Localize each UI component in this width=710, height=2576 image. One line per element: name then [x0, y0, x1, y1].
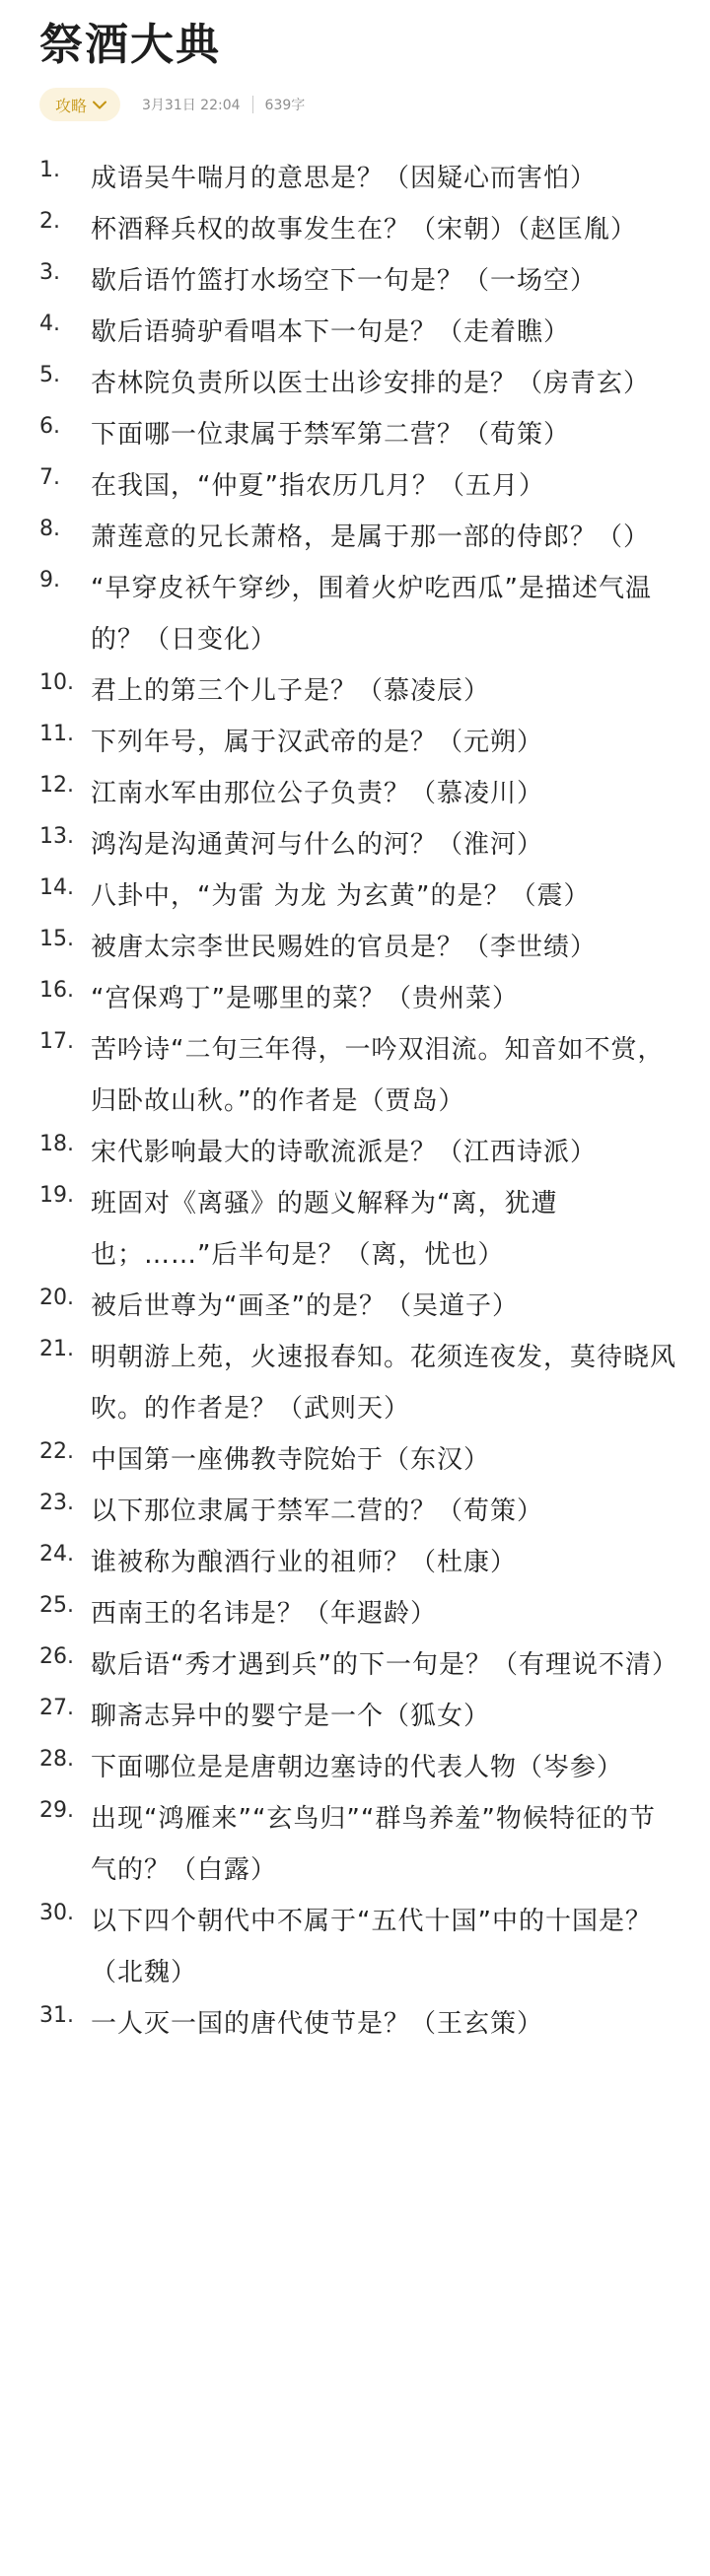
question-item [0, 1281, 710, 1332]
question-number: 24. [39, 1542, 74, 1566]
question-item [0, 819, 710, 870]
question-text: 出现“鸿雁来”“玄鸟归”“群鸟养羞”物候特征的节气的？（白露） [91, 1804, 656, 1885]
question-item [0, 1434, 710, 1486]
question-number: 28. [39, 1747, 74, 1772]
question-text: 江南水军由那位公子负责？（慕凌川） [91, 779, 544, 808]
question-item [0, 717, 710, 768]
question-number: 29. [39, 1798, 74, 1823]
question-text: 一人灭一国的唐代使节是？（王玄策） [91, 2009, 544, 2039]
question-text: 成语吴牛喘月的意思是？（因疑心而害怕） [91, 164, 598, 193]
question-item [0, 409, 710, 460]
question-item [0, 1486, 710, 1537]
question-text: 下面哪位是是唐朝边塞诗的代表人物（岑参） [91, 1753, 624, 1782]
question-item [0, 665, 710, 717]
question-number: 10. [39, 670, 74, 695]
question-item [0, 358, 710, 409]
question-item [0, 512, 710, 563]
question-number: 13. [39, 824, 74, 849]
question-text: 下列年号，属于汉武帝的是？（元朔） [91, 728, 544, 757]
question-text: “宫保鸡丁”是哪里的菜？（贵州菜） [91, 984, 519, 1013]
question-number: 8. [39, 517, 60, 541]
question-text: 苦吟诗“二句三年得，一吟双泪流。知音如不赏，归卧故山秋。”的作者是（贾岛） [91, 1035, 665, 1116]
question-number: 12. [39, 773, 74, 798]
question-text: 下面哪一位隶属于禁军第二营？（荀策） [91, 420, 571, 450]
publish-date: 3月31日 22:04 [142, 98, 241, 113]
question-number: 25. [39, 1593, 74, 1618]
question-item [0, 1127, 710, 1178]
word-count: 639字 [264, 98, 306, 113]
question-number: 23. [39, 1491, 74, 1515]
question-text: 歇后语骑驴看唱本下一句是？（走着瞧） [91, 317, 571, 347]
question-item [0, 1691, 710, 1742]
question-number: 18. [39, 1132, 74, 1156]
question-text: 八卦中，“为雷 为龙 为玄黄”的是？（震） [91, 881, 591, 911]
question-text: 明朝游上苑，火速报春知。花须连夜发，莫待晓风吹。的作者是？（武则天） [91, 1343, 677, 1424]
question-text: 歇后语竹篮打水场空下一句是？（一场空） [91, 266, 598, 296]
question-number: 21. [39, 1337, 74, 1361]
question-item [0, 1024, 710, 1127]
question-text: 歇后语“秀才遇到兵”的下一句是？（有理说不清） [91, 1650, 678, 1680]
question-number: 14. [39, 875, 74, 900]
question-item [0, 1793, 710, 1896]
question-item [0, 255, 710, 307]
question-item [0, 1639, 710, 1691]
question-number: 16. [39, 978, 74, 1003]
question-number: 11. [39, 722, 74, 746]
question-number: 31. [39, 2003, 74, 2028]
question-number: 15. [39, 927, 74, 951]
question-text: 以下四个朝代中不属于“五代十国”中的十国是？（北魏） [91, 1907, 652, 1987]
question-item [0, 922, 710, 973]
question-number: 27. [39, 1696, 74, 1720]
question-number: 26. [39, 1644, 74, 1669]
question-number: 9. [39, 568, 60, 592]
question-text: 杯酒释兵权的故事发生在？（宋朝）（赵匡胤） [91, 215, 638, 244]
question-text: “早穿皮袄午穿纱，围着火炉吃西瓜”是描述气温的？（日变化） [91, 574, 652, 655]
question-item [0, 563, 710, 665]
question-item [0, 204, 710, 255]
question-number: 1. [39, 158, 60, 182]
question-text: 君上的第三个儿子是？（慕凌辰） [91, 676, 491, 706]
question-text: 中国第一座佛教寺院始于（东汉） [91, 1445, 491, 1475]
question-text: 班固对《离骚》的题义解释为“离，犹遭也；……”后半句是？（离，忧也） [91, 1189, 558, 1270]
question-text: 聊斋志异中的婴宁是一个（狐女） [91, 1702, 491, 1731]
question-text: 宋代影响最大的诗歌流派是？（江西诗派） [91, 1138, 598, 1167]
question-number: 7. [39, 465, 60, 490]
question-text: 被后世尊为“画圣”的是？（吴道子） [91, 1291, 519, 1321]
question-number: 4. [39, 312, 60, 336]
category-tag-label: 攻略 [55, 96, 88, 115]
question-number: 6. [39, 414, 60, 439]
question-text: 萧莲意的兄长萧格，是属于那一部的侍郎？（） [91, 522, 651, 552]
question-item [0, 1588, 710, 1639]
question-item [0, 153, 710, 204]
question-item [0, 1896, 710, 1998]
question-number: 5. [39, 363, 60, 387]
question-text: 杏林院负责所以医士出诊安排的是？（房青玄） [91, 369, 651, 398]
article-meta [39, 87, 305, 122]
chevron-down-icon [93, 101, 106, 109]
question-text: 鸿沟是沟通黄河与什么的河？（淮河） [91, 830, 544, 860]
question-text: 以下那位隶属于禁军二营的？（荀策） [91, 1497, 544, 1526]
question-number: 20. [39, 1286, 74, 1310]
question-item [0, 1178, 710, 1281]
question-number: 30. [39, 1901, 74, 1925]
question-text: 西南王的名讳是？（年遐龄） [91, 1599, 438, 1629]
question-item [0, 1742, 710, 1793]
question-item [0, 307, 710, 358]
question-item [0, 460, 710, 512]
question-number: 19. [39, 1183, 74, 1208]
question-item [0, 1537, 710, 1588]
question-list [0, 153, 710, 2050]
question-number: 17. [39, 1029, 74, 1054]
question-text: 被唐太宗李世民赐姓的官员是？（李世绩） [91, 933, 598, 962]
meta-divider [252, 96, 253, 113]
question-item [0, 768, 710, 819]
question-item [0, 973, 710, 1024]
article-title: 祭酒大典 [39, 20, 221, 70]
category-tag-dropdown[interactable] [39, 88, 120, 121]
question-number: 2. [39, 209, 60, 234]
question-item [0, 1998, 710, 2050]
question-number: 22. [39, 1439, 74, 1464]
question-text: 谁被称为酿酒行业的祖师？（杜康） [91, 1548, 518, 1577]
question-number: 3. [39, 260, 60, 285]
question-item [0, 870, 710, 922]
question-item [0, 1332, 710, 1434]
question-text: 在我国，“仲夏”指农历几月？（五月） [91, 471, 545, 501]
